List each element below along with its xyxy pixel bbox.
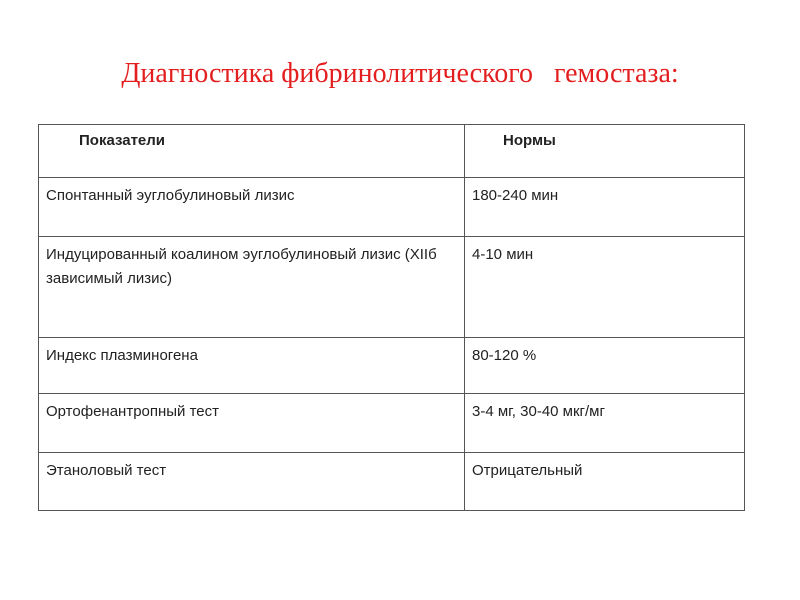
indicator-cell: Спонтанный эуглобулиновый лизис: [39, 178, 465, 237]
norm-cell: 3-4 мг, 30-40 мкг/мг: [465, 394, 745, 453]
table-row: [39, 237, 745, 338]
indicator-cell: Индекс плазминогена: [39, 338, 465, 394]
indicator-cell: Индуцированный коалином эуглобулиновый лизис (XIIб зависимый лизис): [39, 237, 465, 338]
norm-cell: 180-240 мин: [465, 178, 745, 237]
indicator-cell: Ортофенантропный тест: [39, 394, 465, 453]
table-row: [39, 178, 745, 237]
indicator-cell: Этаноловый тест: [39, 453, 465, 511]
norm-cell: Отрицательный: [465, 453, 745, 511]
norms-table: [38, 124, 745, 511]
header-indicators: Показатели: [39, 125, 465, 178]
norm-cell: 4-10 мин: [465, 237, 745, 338]
table-header-row: [39, 125, 745, 178]
table-row: [39, 338, 745, 394]
page-title: Диагностика фибринолитического гемостаза:: [121, 58, 679, 89]
header-norms: Нормы: [465, 125, 745, 178]
table-row: [39, 394, 745, 453]
norm-cell: 80-120 %: [465, 338, 745, 394]
table-row: [39, 453, 745, 511]
